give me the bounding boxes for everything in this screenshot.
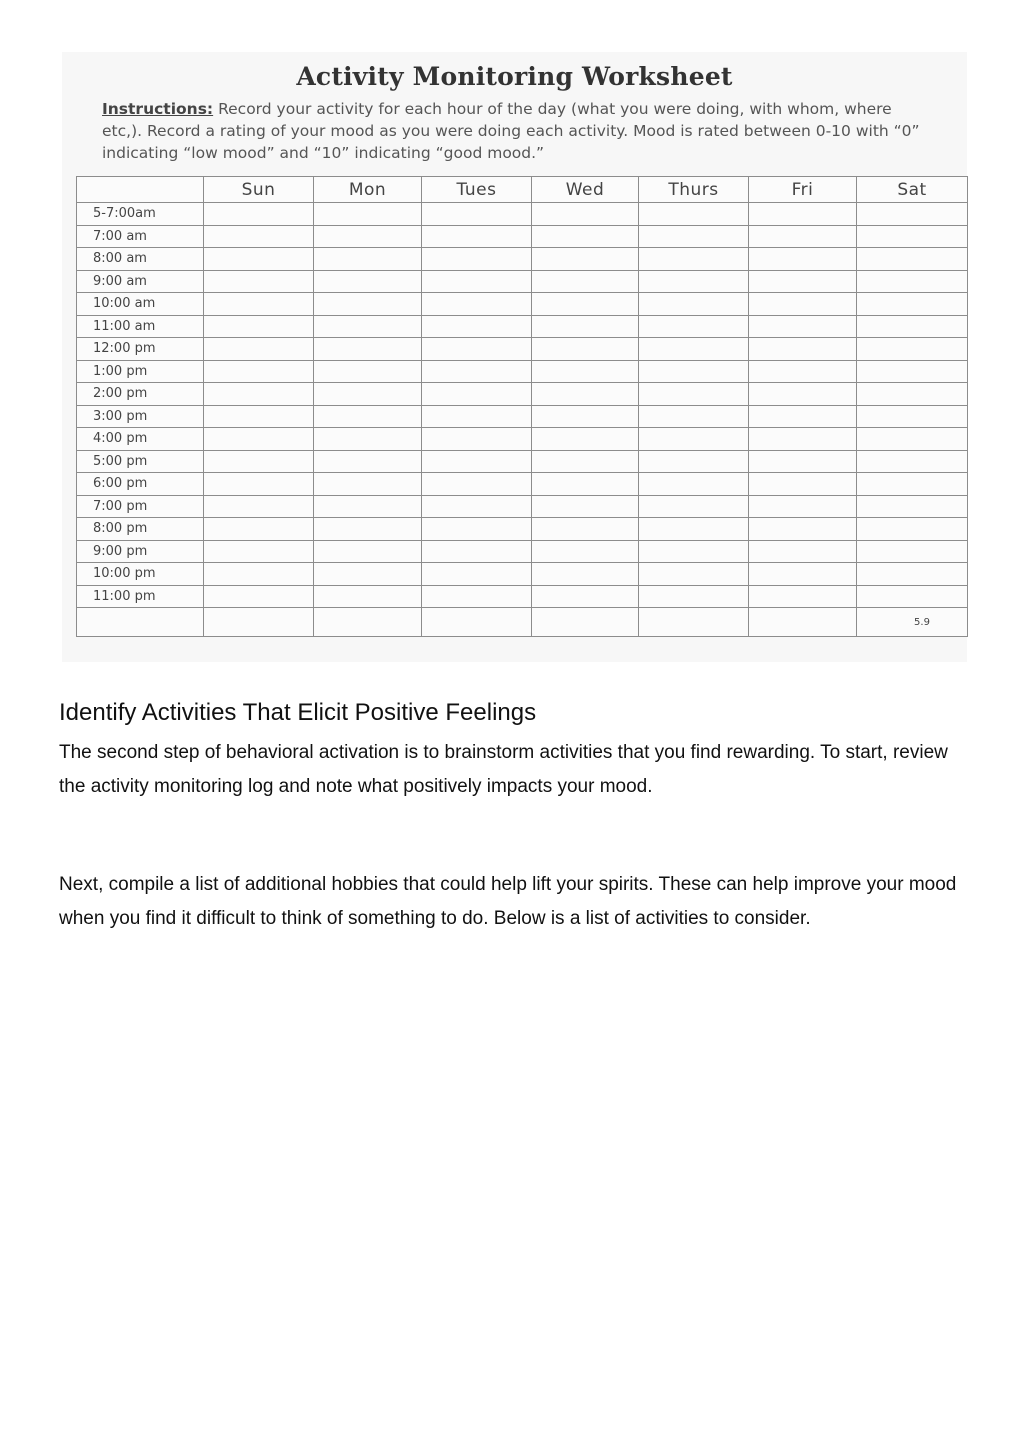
entry-cell-thurs	[639, 450, 749, 473]
entry-cell-sun	[204, 270, 314, 293]
entry-cell-thurs	[639, 540, 749, 563]
footer-sat-value: 5.9	[857, 608, 968, 637]
entry-cell-sat	[857, 360, 968, 383]
entry-cell-thurs	[639, 315, 749, 338]
entry-cell-sat	[857, 270, 968, 293]
entry-cell-sun	[204, 518, 314, 541]
footer-cell-time	[77, 608, 204, 637]
time-label: 8:00 am	[77, 248, 204, 271]
table-row	[77, 585, 968, 608]
time-label: 1:00 pm	[77, 360, 204, 383]
entry-cell-tues	[422, 248, 532, 271]
day-header-sun: Sun	[204, 177, 314, 203]
entry-cell-fri	[749, 360, 857, 383]
entry-cell-wed	[532, 473, 639, 496]
table-row	[77, 248, 968, 271]
entry-cell-sun	[204, 495, 314, 518]
entry-cell-mon	[314, 540, 422, 563]
table-row	[77, 203, 968, 226]
entry-cell-fri	[749, 248, 857, 271]
table-row	[77, 518, 968, 541]
entry-cell-fri	[749, 585, 857, 608]
activity-table	[76, 176, 968, 637]
entry-cell-sat	[857, 495, 968, 518]
entry-cell-mon	[314, 428, 422, 451]
entry-cell-tues	[422, 428, 532, 451]
entry-cell-tues	[422, 315, 532, 338]
entry-cell-sun	[204, 360, 314, 383]
entry-cell-sat	[857, 563, 968, 586]
entry-cell-wed	[532, 450, 639, 473]
entry-cell-fri	[749, 405, 857, 428]
table-row	[77, 563, 968, 586]
entry-cell-thurs	[639, 383, 749, 406]
paragraph-brainstorm: The second step of behavioral activation is to brainstorm activities that you find rewarding. To start, review the activity monitoring log and note what positively impacts your mood.	[59, 742, 948, 797]
entry-cell-tues	[422, 585, 532, 608]
entry-cell-sun	[204, 203, 314, 226]
table-header-row	[77, 177, 968, 203]
entry-cell-tues	[422, 270, 532, 293]
entry-cell-wed	[532, 428, 639, 451]
entry-cell-sun	[204, 563, 314, 586]
table-row	[77, 315, 968, 338]
table-footer-row	[77, 608, 968, 637]
entry-cell-thurs	[639, 405, 749, 428]
day-header-wed: Wed	[532, 177, 639, 203]
footer-cell-tues	[422, 608, 532, 637]
time-label: 5:00 pm	[77, 450, 204, 473]
table-row	[77, 405, 968, 428]
entry-cell-tues	[422, 225, 532, 248]
entry-cell-mon	[314, 315, 422, 338]
entry-cell-sun	[204, 405, 314, 428]
table-row	[77, 450, 968, 473]
entry-cell-fri	[749, 473, 857, 496]
entry-cell-tues	[422, 563, 532, 586]
entry-cell-wed	[532, 540, 639, 563]
entry-cell-tues	[422, 473, 532, 496]
time-label: 8:00 pm	[77, 518, 204, 541]
entry-cell-mon	[314, 518, 422, 541]
entry-cell-sat	[857, 540, 968, 563]
entry-cell-tues	[422, 405, 532, 428]
time-label: 5-7:00am	[77, 203, 204, 226]
entry-cell-sat	[857, 473, 968, 496]
entry-cell-thurs	[639, 473, 749, 496]
entry-cell-fri	[749, 338, 857, 361]
worksheet-instructions	[102, 98, 922, 164]
time-label: 10:00 pm	[77, 563, 204, 586]
footer-cell-sun	[204, 608, 314, 637]
time-label: 7:00 am	[77, 225, 204, 248]
entry-cell-fri	[749, 270, 857, 293]
day-header-sat: Sat	[857, 177, 968, 203]
time-label: 9:00 am	[77, 270, 204, 293]
entry-cell-thurs	[639, 248, 749, 271]
entry-cell-tues	[422, 203, 532, 226]
entry-cell-sun	[204, 315, 314, 338]
entry-cell-sat	[857, 518, 968, 541]
entry-cell-tues	[422, 495, 532, 518]
entry-cell-fri	[749, 563, 857, 586]
entry-cell-thurs	[639, 495, 749, 518]
entry-cell-sat	[857, 315, 968, 338]
entry-cell-mon	[314, 225, 422, 248]
entry-cell-fri	[749, 293, 857, 316]
entry-cell-sun	[204, 225, 314, 248]
time-label: 9:00 pm	[77, 540, 204, 563]
entry-cell-thurs	[639, 585, 749, 608]
entry-cell-fri	[749, 450, 857, 473]
time-label: 11:00 am	[77, 315, 204, 338]
entry-cell-tues	[422, 293, 532, 316]
entry-cell-thurs	[639, 203, 749, 226]
entry-cell-wed	[532, 203, 639, 226]
day-header-tues: Tues	[422, 177, 532, 203]
table-row	[77, 473, 968, 496]
entry-cell-fri	[749, 383, 857, 406]
entry-cell-thurs	[639, 293, 749, 316]
entry-cell-fri	[749, 495, 857, 518]
time-label: 2:00 pm	[77, 383, 204, 406]
entry-cell-mon	[314, 585, 422, 608]
entry-cell-mon	[314, 383, 422, 406]
entry-cell-thurs	[639, 563, 749, 586]
time-label: 7:00 pm	[77, 495, 204, 518]
entry-cell-fri	[749, 225, 857, 248]
table-row	[77, 428, 968, 451]
entry-cell-mon	[314, 473, 422, 496]
entry-cell-mon	[314, 563, 422, 586]
entry-cell-mon	[314, 203, 422, 226]
entry-cell-mon	[314, 450, 422, 473]
entry-cell-fri	[749, 518, 857, 541]
entry-cell-mon	[314, 293, 422, 316]
entry-cell-sat	[857, 203, 968, 226]
entry-cell-wed	[532, 293, 639, 316]
table-row	[77, 495, 968, 518]
entry-cell-sat	[857, 585, 968, 608]
time-label: 10:00 am	[77, 293, 204, 316]
entry-cell-sun	[204, 293, 314, 316]
time-label: 3:00 pm	[77, 405, 204, 428]
entry-cell-fri	[749, 540, 857, 563]
entry-cell-wed	[532, 383, 639, 406]
table-row	[77, 540, 968, 563]
table-row	[77, 293, 968, 316]
day-header-mon: Mon	[314, 177, 422, 203]
table-row	[77, 360, 968, 383]
paragraph-hobbies: Next, compile a list of additional hobbies that could help lift your spirits. These can help improve your mood when you find it difficult to think of something to do. Below is a list of activities to consider.	[59, 874, 957, 929]
entry-cell-thurs	[639, 270, 749, 293]
entry-cell-thurs	[639, 360, 749, 383]
table-row	[77, 225, 968, 248]
entry-cell-sat	[857, 450, 968, 473]
time-label: 12:00 pm	[77, 338, 204, 361]
entry-cell-wed	[532, 495, 639, 518]
entry-cell-thurs	[639, 518, 749, 541]
entry-cell-thurs	[639, 338, 749, 361]
entry-cell-tues	[422, 360, 532, 383]
activity-monitoring-worksheet-image	[62, 52, 967, 662]
entry-cell-sat	[857, 293, 968, 316]
entry-cell-sun	[204, 248, 314, 271]
entry-cell-sat	[857, 248, 968, 271]
entry-cell-wed	[532, 563, 639, 586]
footer-cell-thurs	[639, 608, 749, 637]
entry-cell-sun	[204, 585, 314, 608]
entry-cell-tues	[422, 450, 532, 473]
table-row	[77, 338, 968, 361]
footer-cell-fri	[749, 608, 857, 637]
entry-cell-sun	[204, 338, 314, 361]
entry-cell-wed	[532, 248, 639, 271]
instructions-label: Instructions:	[102, 100, 214, 118]
entry-cell-tues	[422, 383, 532, 406]
entry-cell-tues	[422, 338, 532, 361]
entry-cell-mon	[314, 495, 422, 518]
entry-cell-wed	[532, 315, 639, 338]
footer-cell-wed	[532, 608, 639, 637]
entry-cell-mon	[314, 360, 422, 383]
entry-cell-sat	[857, 383, 968, 406]
footer-cell-mon	[314, 608, 422, 637]
entry-cell-wed	[532, 270, 639, 293]
entry-cell-sun	[204, 450, 314, 473]
entry-cell-fri	[749, 428, 857, 451]
entry-cell-tues	[422, 518, 532, 541]
time-label: 4:00 pm	[77, 428, 204, 451]
entry-cell-wed	[532, 585, 639, 608]
entry-cell-sun	[204, 540, 314, 563]
entry-cell-fri	[749, 315, 857, 338]
entry-cell-sun	[204, 428, 314, 451]
day-header-fri: Fri	[749, 177, 857, 203]
time-label: 6:00 pm	[77, 473, 204, 496]
table-row	[77, 383, 968, 406]
entry-cell-tues	[422, 540, 532, 563]
entry-cell-mon	[314, 338, 422, 361]
instructions-text: Record your activity for each hour of the day (what you were doing, with whom, where etc,). Record a rating of your mood as you were doing each activity. Mood is rated between 0-10 with “0” indicating “low mood” and “10” indicating “good mood.”	[102, 100, 920, 162]
entry-cell-fri	[749, 203, 857, 226]
entry-cell-sun	[204, 473, 314, 496]
corner-header-cell	[77, 177, 204, 203]
entry-cell-wed	[532, 360, 639, 383]
entry-cell-wed	[532, 518, 639, 541]
entry-cell-sun	[204, 383, 314, 406]
entry-cell-sat	[857, 405, 968, 428]
entry-cell-sat	[857, 338, 968, 361]
entry-cell-mon	[314, 405, 422, 428]
entry-cell-sat	[857, 428, 968, 451]
worksheet-title: Activity Monitoring Worksheet	[296, 62, 733, 91]
time-label: 11:00 pm	[77, 585, 204, 608]
entry-cell-mon	[314, 248, 422, 271]
entry-cell-thurs	[639, 225, 749, 248]
section-heading: Identify Activities That Elicit Positive Feelings	[59, 699, 537, 726]
entry-cell-wed	[532, 225, 639, 248]
entry-cell-wed	[532, 405, 639, 428]
entry-cell-thurs	[639, 428, 749, 451]
entry-cell-wed	[532, 338, 639, 361]
table-row	[77, 270, 968, 293]
entry-cell-mon	[314, 270, 422, 293]
entry-cell-sat	[857, 225, 968, 248]
day-header-thurs: Thurs	[639, 177, 749, 203]
